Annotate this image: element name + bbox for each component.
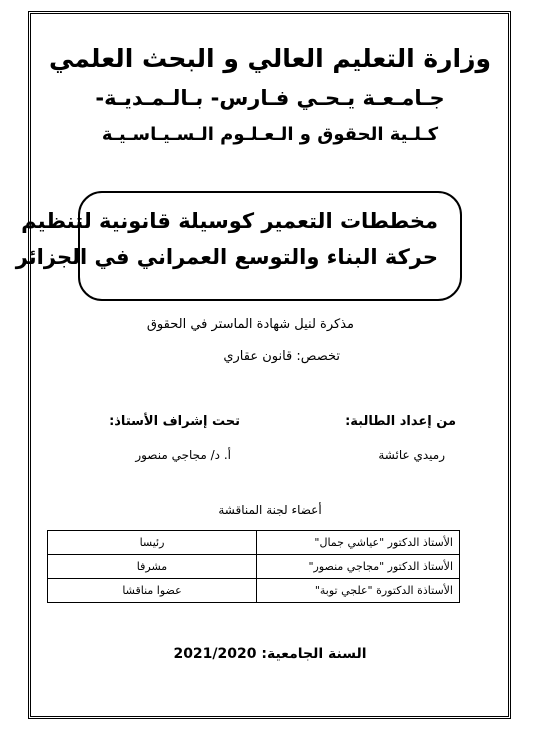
degree-statement: مذكرة لنيل شهادة الماستر في الحقوق [146, 317, 354, 332]
committee-role: رئيسا [48, 531, 257, 555]
prepared-by-label: من إعداد الطالبة: [345, 414, 456, 429]
committee-member: الأستاذ الدكتور "عياشي جمال" [257, 531, 460, 555]
thesis-title-line-2: حركة البناء والتوسع العمراني في الجزائر [15, 245, 438, 269]
student-name: رميدي عائشة [378, 448, 445, 462]
thesis-title-line-1: مخططات التعمير كوسيلة قانونية لتنظيم [21, 209, 438, 233]
speciality: تخصص: قانون عقاري [223, 349, 340, 364]
committee-row [48, 555, 460, 579]
ministry-heading: وزارة التعليم العالي و البحث العلمي [48, 44, 492, 73]
committee-member: الأستاذ الدكتور "مجاجي منصور" [257, 555, 460, 579]
thesis-title-box [15, 191, 462, 301]
committee-member: الأستاذة الدكتورة "علجي توبة" [257, 579, 460, 603]
committee-table [47, 530, 460, 603]
committee-role: عضوا مناقشا [48, 579, 257, 603]
supervisor-label: تحت إشراف الأستاذ: [109, 414, 240, 429]
supervisor-name: أ. د/ مجاجي منصور [135, 448, 231, 462]
committee-role: مشرفا [48, 555, 257, 579]
committee-heading: أعضاء لجنة المناقشة [218, 503, 322, 517]
committee-row [48, 579, 460, 603]
academic-year: السنة الجامعية: 2021/2020 [173, 646, 367, 662]
faculty-heading: كـلـية الحقوق و الـعـلـوم الـسـيـاسـيـة [101, 124, 439, 145]
university-heading: جـامـعـة يـحـي فـارس- بـالـمـديـة- [95, 86, 445, 110]
page-border [15, 11, 511, 719]
committee-row [48, 531, 460, 555]
